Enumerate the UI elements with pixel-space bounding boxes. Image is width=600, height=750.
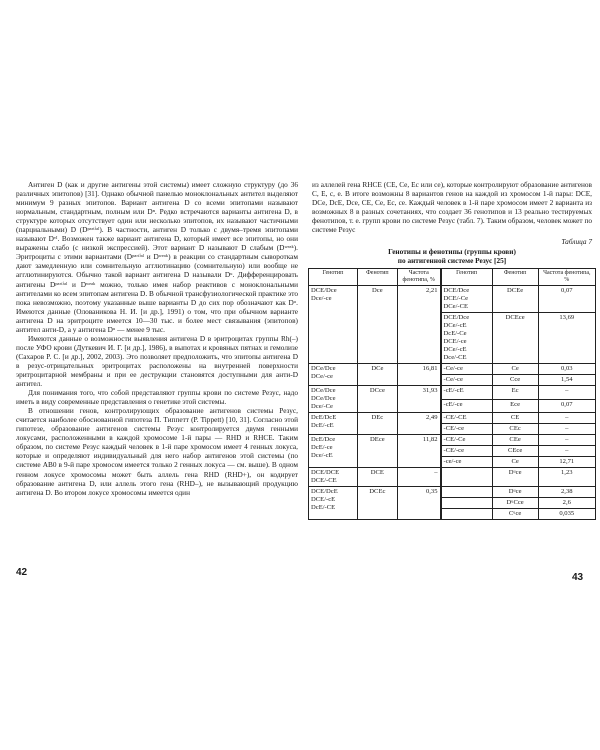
paragraph: Для понимания того, что собой представляют группы крови по системе Резус, надо иметь в виду современные представления о генетике этой системы. — [16, 388, 298, 407]
page-number-left: 42 — [16, 567, 28, 578]
cell-freq: 13,69 — [538, 313, 595, 364]
cell-freq: 31,93 — [397, 386, 440, 413]
left-page — [16, 180, 298, 497]
cell-phenotype: DCEce — [492, 313, 538, 364]
header-cell: Фенотип — [357, 269, 397, 286]
paragraph: Антиген D (как и другие антигены этой системы) имеет сложную структуру (до 36 различных эпитопов) [31]. Однако обычной панелью моноклональных антител выделяют минимум 9 разных эпитопов. Вариант антигена D со всеми эпитопами называют нормальным, стандартным, полным или Dⁿ. Редко встречаются варианты антигена D, в структуре которых отсутствует один или несколько эпитопов, их называют частичными (парциальными) D (Dᵖᵃʳᵗⁱᵃˡ). В частности, антиген D только с двумя–тремя эпитопами называют Dᵛᴵ. Возможен также вариант антигена D, который имеет все эпитопы, но они выражены слабо (с низкой экспрессией). Этот вариант D называют D слабым (Dʷᵉᵃᵏ). Эритроциты с этими вариантами (Dᵖᵃʳᵗⁱᵃˡ и Dʷᵉᵃᵏ) в реакции со стандартным сывороткам дают замедленную или сомнительную агглютинацию (сомнительную) или вообще не агглютинируются. Обычно такой вариант антигена D называли Dᵘ. Дифференцировать антигены Dᵖᵃʳᵗⁱᵃˡ и Dʷᵉᵃᵏ можно, только имея набор реактивов с моноклональными антителами ко всем эпитопам антигена D. В обычной трансфузиологической практике это пока невозможно, поэтому указанные выше варианты D до сих пор обозначают как Dᵘ. Имеются данные (Олованикова Н. И. [и др.], 1991) о том, что при обычном варианте антигена D на эритроците имеется 10—30 тыс. и более мест связывания (эпитопов) антител анти-D, а у антигена Dᵘ — менее 9 тыс. — [16, 180, 298, 334]
cell-freq: 0,03 — [538, 364, 595, 375]
cell-genotype: -CE/-CE — [441, 413, 493, 424]
cell-genotype — [441, 468, 493, 487]
cell-freq: 2,21 — [397, 286, 440, 364]
cell-freq: 16,81 — [397, 364, 440, 386]
cell-phenotype: Cᵘce — [492, 509, 538, 520]
cell-genotype: -cE/-ce — [441, 399, 493, 413]
cell-phenotype: DCe — [357, 364, 397, 386]
table-row — [309, 286, 596, 313]
cell-genotype — [441, 487, 493, 498]
cell-genotype: DCE/Dce DCe/-cE DcE/-Ce DCE/-ce DCe/-cE Dce/-CE — [441, 313, 493, 364]
table-row — [309, 468, 596, 487]
cell-genotype: DcE/DcE DcE/-cE — [309, 413, 358, 435]
cell-freq: 0,35 — [397, 487, 440, 520]
cell-phenotype: Cce — [492, 375, 538, 386]
cell-genotype: -ce/-ce — [441, 457, 493, 468]
right-page — [312, 180, 592, 520]
table-header-row — [309, 269, 596, 286]
table-row — [309, 435, 596, 446]
page-number-right: 43 — [572, 572, 584, 583]
cell-phenotype: DCce — [357, 386, 397, 413]
cell-phenotype: CEc — [492, 424, 538, 435]
cell-phenotype: CEce — [492, 446, 538, 457]
cell-phenotype: Dce — [357, 286, 397, 364]
cell-genotype: DcE/Dce DcE/-ce Dce/-cE — [309, 435, 358, 468]
cell-freq: 12,71 — [538, 457, 595, 468]
cell-genotype: -Ce/-ce — [441, 375, 493, 386]
table-title-line: Генотипы и фенотипы (группы крови) — [388, 247, 516, 257]
header-cell: Фенотип — [492, 269, 538, 286]
cell-genotype: DCE/DcE DCE/-cE DcE/-CE — [309, 487, 358, 520]
cell-phenotype: Ce — [492, 364, 538, 375]
cell-freq: 1,23 — [538, 468, 595, 487]
table-label: Таблица 7 — [561, 237, 592, 247]
cell-phenotype: Ec — [492, 386, 538, 400]
table-row — [309, 413, 596, 424]
cell-freq: 2,6 — [538, 498, 595, 509]
paragraph: В отношении генов, контролирующих образование антигенов системы Резус, считается наиболее обоснованной гипотеза П. Типпетт (P. Tippett) [10, 31]. Согласно этой гипотезе, образование антигенов системы Резус контролируется двумя генными локусами, расположенными в каждой хромосоме 1-й пары — RHD и RHCE. Таким образом, по системе Резус каждый человек в 1-й паре хромосом имеет 4 генных локуса, которые и определяют индивидуальный для него набор антигенов этой системы (по системе АВ0 в 9-й паре хромосом имеется только 2 генных локуса — см. выше). В одном генном локусе хромосомы может быть аллель гена RHD (RHD+), он кодирует образование антигена D, или аллель этого гена (RHD–), не вызывающий продукцию антигена D. Во втором локусе хромосомы имеется один — [16, 406, 298, 497]
header-cell: Частота фенотипа, % — [538, 269, 595, 286]
cell-genotype — [441, 498, 493, 509]
cell-phenotype: Ce — [492, 457, 538, 468]
header-cell: Частота фенотипа, % — [397, 269, 440, 286]
cell-phenotype: Dᵘce — [492, 468, 538, 487]
table-title — [312, 247, 592, 265]
cell-phenotype: CE — [492, 413, 538, 424]
cell-genotype: DCe/Dce DCe/-ce — [309, 364, 358, 386]
genotype-table — [308, 268, 596, 520]
header-cell: Генотип — [309, 269, 358, 286]
cell-genotype: -CE/-Ce — [441, 435, 493, 446]
table-row — [309, 364, 596, 375]
cell-genotype: DCe/Dce DCe/Dce Dce/-Ce — [309, 386, 358, 413]
cell-freq: – — [538, 386, 595, 400]
table-wrap — [308, 268, 596, 520]
table-row — [309, 487, 596, 498]
cell-genotype: DCE/Dce DCE/-Ce DCe/-CE — [441, 286, 493, 313]
cell-phenotype: DᵘCce — [492, 498, 538, 509]
cell-phenotype: DCEc — [357, 487, 397, 520]
cell-freq: 2,49 — [397, 413, 440, 435]
cell-phenotype: DCEe — [492, 286, 538, 313]
header-cell: Генотип — [441, 269, 493, 286]
cell-phenotype: Ece — [492, 399, 538, 413]
cell-freq: – — [538, 424, 595, 435]
cell-phenotype: DCE — [357, 468, 397, 487]
cell-genotype: -cE/-cE — [441, 386, 493, 400]
cell-genotype: DCE/Dce Dce/-ce — [309, 286, 358, 364]
paragraph: из аллелей гена RHCE (CE, Ce, Ec или ce), которые контролируют образование антигенов C, E, c, e. В итоге возможны 8 вариантов генов на каждой из хромосом 1-й пары: DCE, DCe, DcE, Dce, CE, Ce, Ec, ce. Каждый человек в 1-й паре хромосом имеет 2 варианта из возможных 8 в разных сочетаниях, что создает 36 генотипов и 13 реально тестируемых фенотипов, т. е. групп крови по системе Резус (табл. 7). Таким образом, человек может по системе Резус — [312, 180, 592, 235]
cell-freq: 0,07 — [538, 286, 595, 313]
cell-freq: – — [397, 468, 440, 487]
cell-freq: – — [538, 435, 595, 446]
cell-freq: 0,07 — [538, 399, 595, 413]
paragraph: Имеются данные о возможности выявления антигена D в эритроцитах группы Rh(–) после УФО крови (Дуткевич И. Г. [и др.], 1986), в выпотах и кровяных пятнах и гемолизе (Сахаров Р. С. [и др.], 2002, 2003). Это позволяет предположить, что эпитопы антигена D в резус-отрицательных эритроцитах расположены на внутренней поверхности эритроцитарной мембраны и при ее деструкции становятся доступными для анти-D антител. — [16, 333, 298, 389]
cell-freq: – — [538, 446, 595, 457]
cell-phenotype: DEc — [357, 413, 397, 435]
cell-genotype: DCE/DCE DCE/-CE — [309, 468, 358, 487]
cell-genotype — [441, 509, 493, 520]
cell-phenotype: DEce — [357, 435, 397, 468]
cell-genotype: -Ce/-ce — [441, 364, 493, 375]
cell-phenotype: Dᵘce — [492, 487, 538, 498]
cell-freq: 1,54 — [538, 375, 595, 386]
table-title-line: по антигенной системе Резус [25] — [397, 256, 507, 266]
table-row — [309, 386, 596, 400]
cell-phenotype: CEe — [492, 435, 538, 446]
cell-freq: 11,82 — [397, 435, 440, 468]
cell-genotype: -CE/-ce — [441, 424, 493, 435]
cell-genotype: -CE/-ce — [441, 446, 493, 457]
cell-freq: 2,38 — [538, 487, 595, 498]
cell-freq: 0,035 — [538, 509, 595, 520]
cell-freq: – — [538, 413, 595, 424]
